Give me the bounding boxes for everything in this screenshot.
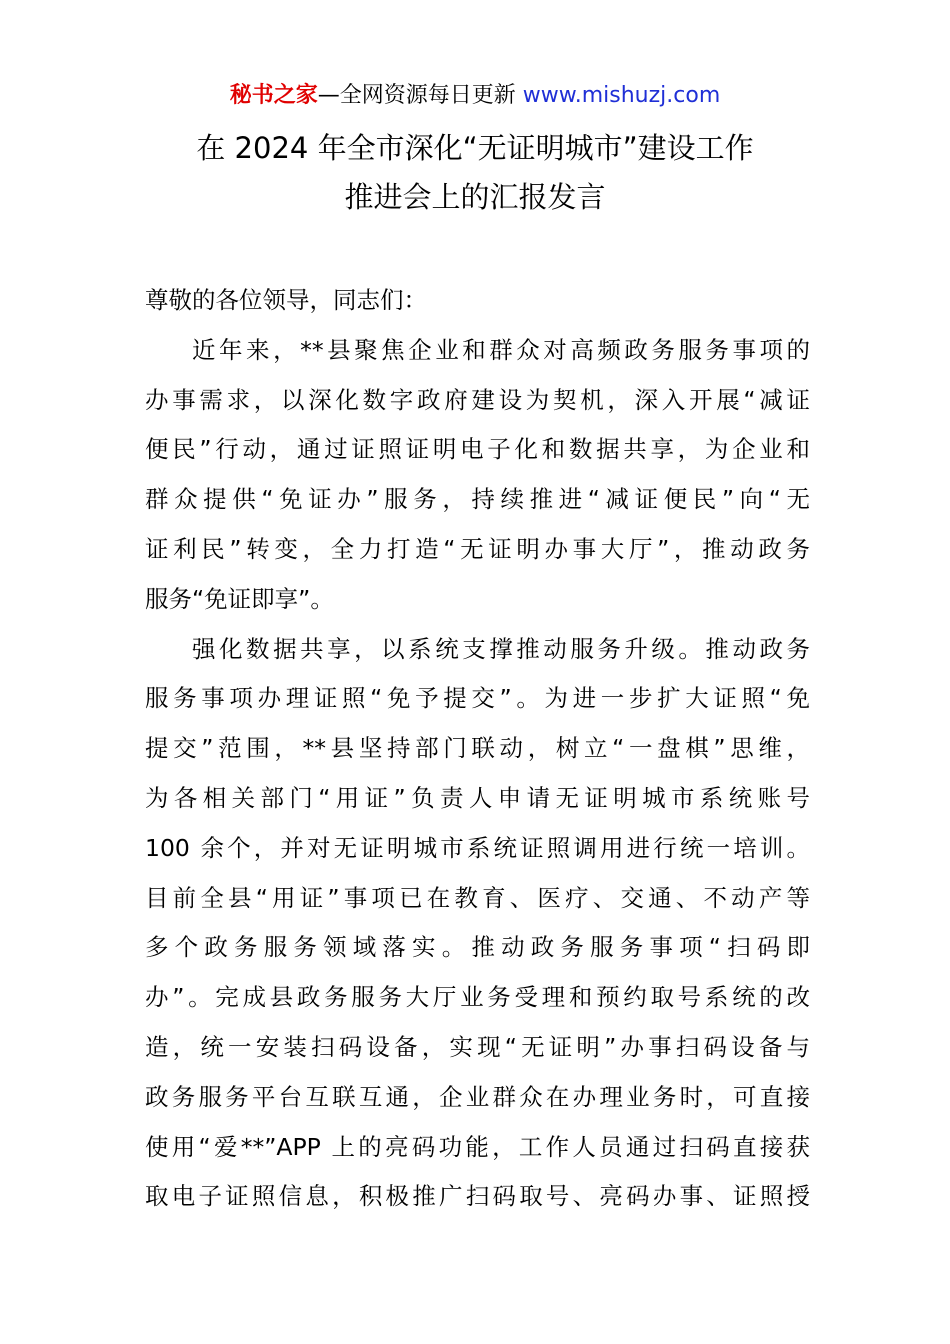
paragraph-line: 100 余个，并对无证明城市系统证照调用进行统一培训。: [145, 833, 810, 862]
site-header: [0, 80, 950, 112]
header-tagline: —全网资源每日更新: [317, 83, 523, 108]
paragraph-line: 政务服务平台互联互通，企业群众在办理业务时，可直接: [145, 1082, 810, 1111]
paragraph-line: 办事需求，以深化数字政府建设为契机，深入开展“减证: [145, 385, 810, 414]
paragraph-line: 使用“爱**”APP 上的亮码功能，工作人员通过扫码直接获: [145, 1132, 810, 1161]
paragraph-line: 多个政务服务领域落实。推动政务服务事项“扫码即: [145, 933, 810, 962]
paragraph-line: 提交”范围，**县坚持部门联动，树立“一盘棋”思维，: [145, 734, 810, 763]
brand-name: 秘书之家: [229, 83, 318, 108]
paragraph-line: 证利民”转变，全力打造“无证明办事大厅”，推动政务: [145, 534, 810, 563]
paragraph-line: 为各相关部门“用证”负责人申请无证明城市系统账号: [145, 783, 810, 812]
paragraph-line: 服务事项办理证照“免予提交”。为进一步扩大证照“免: [145, 684, 810, 713]
paragraph-line: 办”。完成县政务服务大厅业务受理和预约取号系统的改: [145, 983, 810, 1012]
paragraph-line: 便民”行动，通过证照证明电子化和数据共享，为企业和: [145, 435, 810, 464]
paragraph-line: 近年来，**县聚焦企业和群众对高频政务服务事项的: [192, 335, 810, 364]
paragraph-line: 造，统一安装扫码设备，实现“无证明”办事扫码设备与: [145, 1032, 810, 1061]
paragraph-line: 强化数据共享，以系统支撑推动服务升级。推动政务: [192, 634, 810, 663]
paragraph-line: 群众提供“免证办”服务，持续推进“减证便民”向“无: [145, 485, 810, 514]
document-title-line-2: 推进会上的汇报发言: [344, 180, 606, 214]
site-url-link[interactable]: www.mishuzj.com: [522, 83, 721, 108]
paragraph-line: 目前全县“用证”事项已在教育、医疗、交通、不动产等: [145, 883, 810, 912]
document-body: [145, 276, 810, 1222]
paragraph-line: 服务“免证即享”。: [145, 584, 334, 613]
salutation: 尊敬的各位领导，同志们：: [145, 286, 427, 314]
document-title-line-1: 在 2024 年全市深化“无证明城市”建设工作: [196, 131, 754, 165]
paragraph-line: 取电子证照信息，积极推广扫码取号、亮码办事、证照授: [145, 1182, 810, 1211]
